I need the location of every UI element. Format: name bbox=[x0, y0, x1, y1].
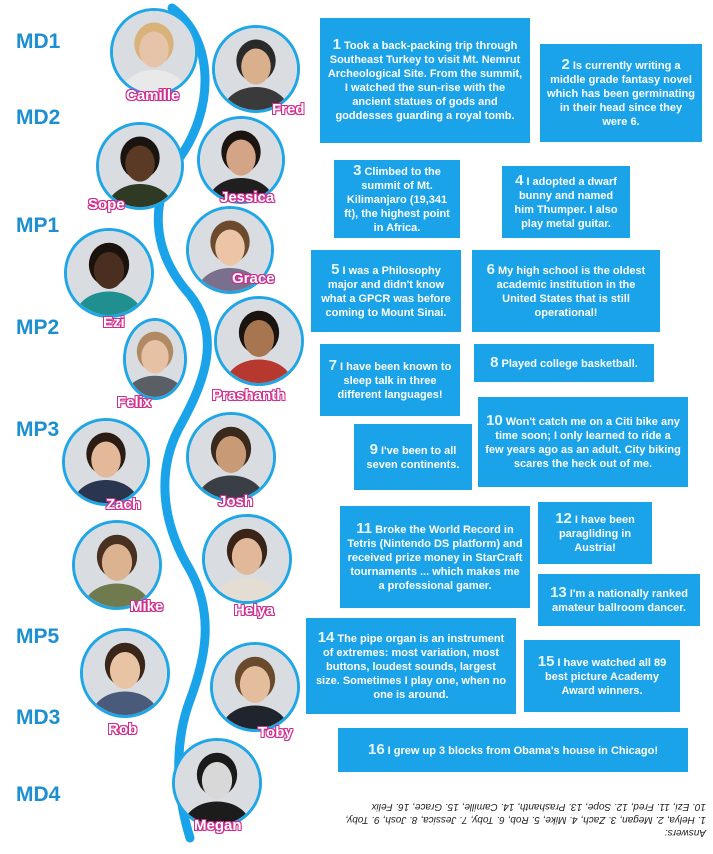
avatar-prashanth bbox=[214, 296, 304, 386]
fact-number: 3 bbox=[353, 161, 362, 179]
avatar-toby bbox=[210, 642, 300, 732]
answers-line-1: 1. Helya, 2. Megan, 3. Zach, 4. Mike, 5. Rob, 6. Toby, 7. Jessica, 8. Josh, 9. Toby, bbox=[345, 814, 706, 825]
year-label-mp5: MP5 bbox=[16, 625, 60, 648]
photo-face bbox=[216, 436, 246, 473]
avatar-rob bbox=[80, 628, 170, 718]
photo-face bbox=[232, 538, 262, 575]
answers-line-2: 10. Ezi, 11. Fred, 12. Sope, 13. Prashanth, 14. Camille, 15. Grace, 16. Felix bbox=[371, 801, 706, 812]
photo-face bbox=[141, 340, 168, 373]
portrait-photo bbox=[75, 523, 159, 607]
avatar-camille bbox=[110, 8, 198, 96]
name-felix: Felix bbox=[117, 394, 152, 411]
fact-box-13 bbox=[538, 574, 700, 626]
fact-text: Played college basketball. bbox=[501, 357, 638, 370]
year-label-mp3: MP3 bbox=[16, 418, 60, 441]
fact-number: 6 bbox=[486, 260, 496, 278]
portrait-photo bbox=[189, 415, 273, 499]
fact-number: 10 bbox=[486, 411, 503, 429]
fact-number: 4 bbox=[515, 171, 524, 189]
name-sope: Sope bbox=[88, 196, 125, 213]
portrait-photo bbox=[83, 631, 167, 715]
fact-number: 14 bbox=[317, 628, 335, 646]
portrait-photo bbox=[99, 125, 181, 207]
fact-text: Won't catch me on a Citi bike any time soon; I only learned to ride a few years ago as an adult. City biking scares the heck out of me. bbox=[485, 415, 681, 470]
portrait-photo bbox=[126, 321, 184, 397]
fact-text: The pipe organ is an instrument of extremes: most variation, most buttons, loudest sounds, largest size. Sometimes I play one, when no one is around. bbox=[315, 632, 507, 701]
fact-text: I've been to all seven continents. bbox=[366, 444, 460, 471]
fact-text: I was a Philosophy major and didn't know what a GPCR was before coming to Mount Sinai. bbox=[321, 264, 451, 319]
avatar-ezi bbox=[64, 228, 154, 318]
fact-number: 2 bbox=[561, 55, 570, 73]
photo-face bbox=[241, 49, 271, 85]
fact-text: Is currently writing a middle grade fantasy novel which has been germinating in their head since they were 6. bbox=[547, 59, 695, 128]
portrait-photo bbox=[175, 741, 259, 825]
photo-face bbox=[91, 442, 121, 478]
name-jessica: Jessica bbox=[220, 189, 275, 206]
name-camille: Camille bbox=[126, 87, 180, 104]
fact-box-6 bbox=[472, 250, 660, 332]
fact-text: I adopted a dwarf bunny and named him Thumper. I also play metal guitar. bbox=[514, 175, 618, 230]
fact-box-12 bbox=[538, 502, 652, 564]
portrait-photo bbox=[113, 11, 195, 93]
fact-text: I have watched all 89 best picture Academy Award winners. bbox=[545, 656, 667, 697]
avatar-megan bbox=[172, 738, 262, 828]
fact-number: 8 bbox=[490, 353, 499, 371]
fact-text: I have been known to sleep talk in three different languages! bbox=[337, 360, 452, 401]
photo-face bbox=[226, 140, 256, 176]
name-zach: Zach bbox=[106, 496, 142, 513]
fact-number: 12 bbox=[555, 509, 572, 527]
name-mike: Mike bbox=[130, 598, 164, 615]
fact-box-10 bbox=[478, 397, 688, 487]
avatar-felix bbox=[123, 318, 187, 400]
fact-text: My high school is the oldest academic institution in the United States that is still operational! bbox=[496, 264, 646, 319]
portrait-photo bbox=[65, 421, 147, 503]
fact-text: I have been paragliding in Austria! bbox=[558, 513, 635, 554]
name-josh: Josh bbox=[218, 493, 254, 510]
answers-label: Answers: bbox=[664, 827, 706, 838]
portrait-photo bbox=[213, 645, 297, 729]
fact-box-7 bbox=[320, 344, 460, 416]
year-label-md4: MD4 bbox=[16, 783, 61, 806]
fact-number: 1 bbox=[332, 36, 341, 53]
avatar-fred bbox=[212, 25, 300, 113]
fact-text: Broke the World Record in Tetris (Nintendo DS platform) and received prize money in StarCraft tournaments ... which makes me a professional gamer. bbox=[347, 523, 523, 592]
fact-number: 16 bbox=[367, 740, 385, 758]
fact-box-3 bbox=[334, 160, 460, 238]
fact-box-14 bbox=[306, 618, 516, 714]
answers-key bbox=[316, 800, 706, 839]
portrait-photo bbox=[215, 28, 297, 110]
photo-face bbox=[244, 320, 274, 357]
year-label-mp1: MP1 bbox=[16, 214, 60, 237]
name-rob: Rob bbox=[108, 721, 138, 738]
photo-face bbox=[202, 762, 232, 799]
year-label-mp2: MP2 bbox=[16, 316, 60, 339]
name-toby: Toby bbox=[258, 724, 293, 741]
name-helya: Helya bbox=[234, 602, 275, 619]
photo-face bbox=[215, 230, 245, 266]
photo-face bbox=[139, 32, 169, 68]
photo-face bbox=[125, 146, 155, 182]
name-prashanth: Prashanth bbox=[212, 387, 286, 404]
fact-box-4 bbox=[502, 166, 630, 238]
fact-text: Took a back-packing trip through Southeast Turkey to visit Mt. Nemrut Archeological Site. From the summit, I watched the sun-rise with the ancient statues of gods and goddesses guarding a royal tomb. bbox=[327, 40, 523, 122]
photo-face bbox=[240, 666, 270, 703]
fact-box-2 bbox=[540, 44, 702, 142]
avatar-zach bbox=[62, 418, 150, 506]
name-grace: Grace bbox=[232, 270, 275, 287]
fact-number: 7 bbox=[328, 356, 338, 374]
fact-box-15 bbox=[524, 640, 680, 712]
portrait-photo bbox=[217, 299, 301, 383]
fact-number: 9 bbox=[369, 440, 378, 458]
avatar-mike bbox=[72, 520, 162, 610]
year-label-md2: MD2 bbox=[16, 106, 61, 129]
year-label-md1: MD1 bbox=[16, 30, 61, 53]
fact-number: 5 bbox=[331, 260, 340, 278]
photo-face bbox=[110, 652, 140, 689]
fact-text: I grew up 3 blocks from Obama's house in Chicago! bbox=[387, 744, 659, 757]
portrait-photo bbox=[67, 231, 151, 315]
fact-box-9 bbox=[354, 424, 472, 490]
photo-face bbox=[94, 252, 124, 289]
name-megan: Megan bbox=[194, 817, 242, 834]
year-label-md3: MD3 bbox=[16, 706, 61, 729]
fact-box-16 bbox=[338, 728, 688, 772]
fact-box-5 bbox=[311, 250, 461, 332]
fact-number: 13 bbox=[550, 583, 567, 601]
name-ezi: Ezi bbox=[103, 314, 125, 331]
fact-number: 11 bbox=[356, 519, 373, 537]
fact-text: I'm a nationally ranked amateur ballroom dancer. bbox=[552, 587, 688, 614]
avatar-josh bbox=[186, 412, 276, 502]
name-fred: Fred bbox=[272, 101, 305, 118]
photo-face bbox=[102, 544, 132, 581]
fact-number: 15 bbox=[537, 652, 555, 670]
avatar-helya bbox=[202, 514, 292, 604]
fact-box-11 bbox=[340, 506, 530, 608]
fact-box-8 bbox=[474, 344, 654, 382]
fact-text: Climbed to the summit of Mt. Kilimanjaro (19,341 ft), the highest point in Africa. bbox=[344, 165, 450, 234]
portrait-photo bbox=[205, 517, 289, 601]
fact-box-1 bbox=[320, 18, 530, 143]
